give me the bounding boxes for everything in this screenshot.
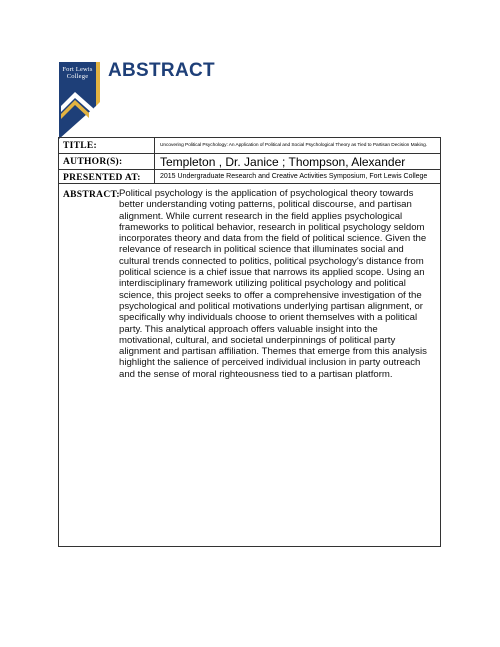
title-row bbox=[59, 138, 440, 154]
abstract-line: relevance of research in political science that illuminates social and bbox=[119, 244, 404, 256]
college-logo bbox=[59, 62, 100, 139]
abstract-label: ABSTRACT: bbox=[63, 190, 120, 200]
abstract-line: incorporates theory and data from the field of political science. Given the bbox=[119, 233, 427, 245]
author-label: AUTHOR(S): bbox=[59, 154, 155, 169]
author-row bbox=[59, 154, 440, 170]
presented-label: PRESENTED AT: bbox=[59, 170, 155, 183]
abstract-line: Political psychology is the application of psychological theory towards bbox=[119, 188, 414, 199]
abstract-line: science, this project seeks to offer a comprehensive investigation of the bbox=[119, 289, 422, 301]
abstract-line: psychological and political motivations underlying partisan alignment, or bbox=[119, 300, 423, 312]
logo-text-line1: Fort Lewis bbox=[62, 66, 93, 73]
title-label: TITLE: bbox=[59, 138, 155, 153]
abstract-line: specifically why individuals choose to orient themselves with a political bbox=[119, 312, 418, 324]
abstract-line: motivational, cultural, and societal underpinnings of political party bbox=[119, 334, 396, 346]
abstract-line: frameworks to political behavior, research in political psychology seldom bbox=[119, 221, 425, 233]
abstract-line: alignment. While current research in the field applies psychological bbox=[119, 210, 403, 222]
abstract-text bbox=[119, 188, 437, 380]
abstract-line: highlight the salience of perceived individual inclusion in party outreach bbox=[119, 357, 421, 369]
page-title: ABSTRACT bbox=[108, 60, 215, 81]
title-value: Uncovering Political Psychology: An Application of Political and Social Psychological Theory as Tied to Partisan Decision Making. bbox=[160, 143, 428, 148]
logo-text-line2: College bbox=[66, 73, 89, 80]
abstract-line: party. This analytical approach offers valuable insight into the bbox=[119, 323, 378, 335]
presented-row bbox=[59, 170, 440, 184]
abstract-line: cultural trends connected to politics, political psychology's distance from bbox=[119, 255, 424, 267]
author-value: Templeton , Dr. Janice ; Thompson, Alexander bbox=[160, 155, 406, 169]
abstract-line: alignment and partisan affiliation. Themes that emerge from this analysis bbox=[119, 346, 427, 358]
abstract-line: political science is a chief issue that narrows its applied scope. Using an bbox=[119, 267, 425, 279]
abstract-line: better understanding voting patterns, political discourse, and partisan bbox=[119, 199, 412, 211]
abstract-line: and the sense of moral righteousness tied to a partisan platform. bbox=[119, 368, 393, 380]
presented-value: 2015 Undergraduate Research and Creative Activities Symposium, Fort Lewis College bbox=[160, 173, 428, 180]
abstract-form bbox=[58, 137, 441, 547]
abstract-line: interdisciplinary framework utilizing political psychology and political bbox=[119, 278, 406, 290]
